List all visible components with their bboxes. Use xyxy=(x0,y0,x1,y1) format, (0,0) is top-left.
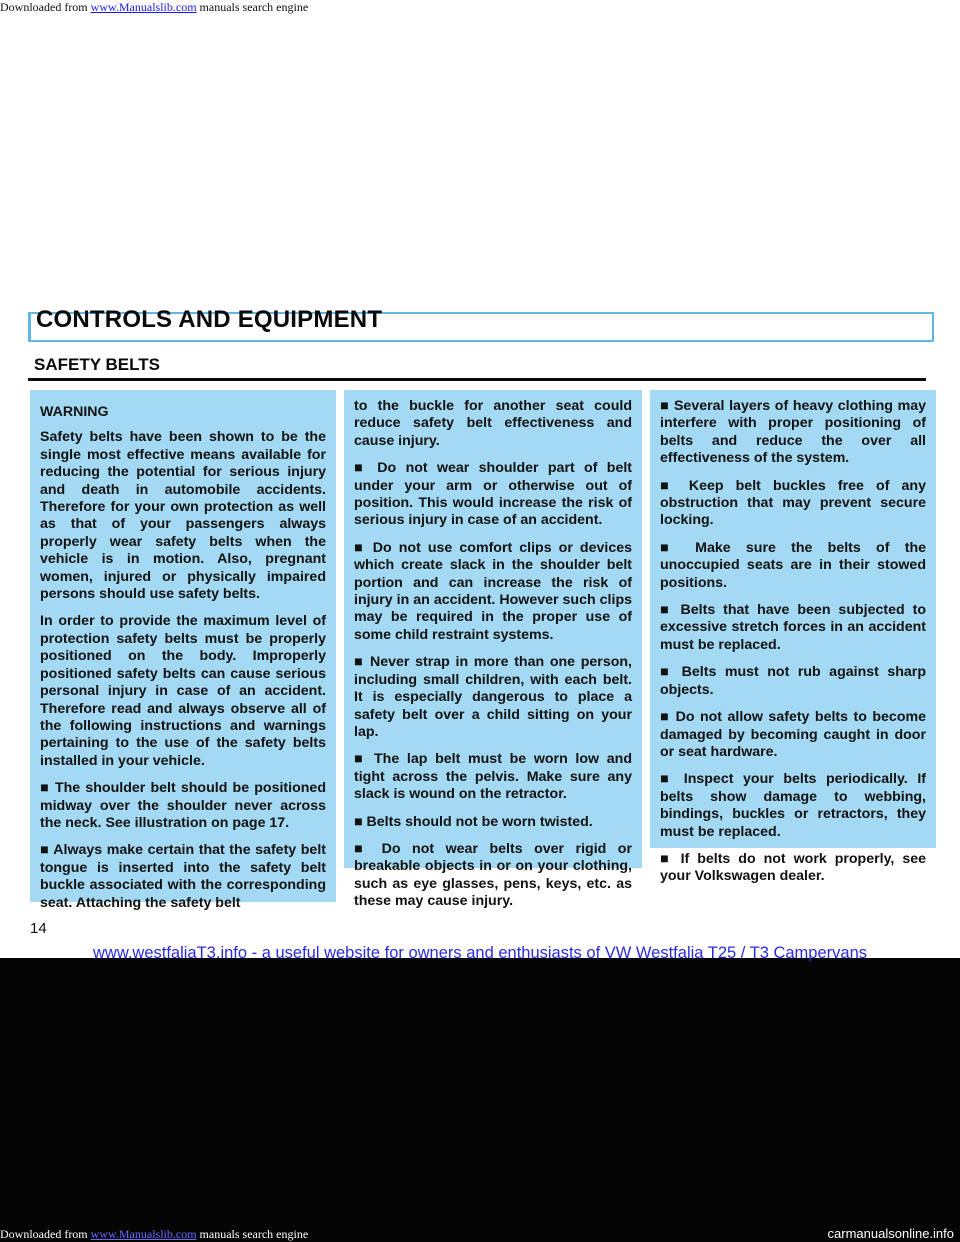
warning-column-3 xyxy=(650,390,936,885)
banner-prefix: Downloaded from xyxy=(0,0,88,14)
paragraph: ■ If belts do not work properly, see your Volkswagen dealer. xyxy=(660,850,926,885)
page-number: 14 xyxy=(30,920,47,937)
paragraph: ■ Inspect your belts periodically. If belts show damage to webbing, bindings, buckles or retractors, they must be replaced. xyxy=(660,771,926,840)
warning-column-1 xyxy=(30,390,336,911)
section-title: SAFETY BELTS xyxy=(34,355,160,374)
bottom-suffix: manuals search engine xyxy=(196,1227,309,1241)
paragraph: ■ The lap belt must be worn low and tight across the pelvis. Make sure any slack is wound on the retractor. xyxy=(354,751,632,803)
paragraph: ■ Make sure the belts of the unoccupied seats are in their stowed positions. xyxy=(660,539,926,591)
paragraph: ■ Do not use comfort clips or devices which create slack in the shoulder belt portion and can increase the risk of injury in an accident. However such clips may be required in the proper use of some child restraint systems. xyxy=(354,539,632,643)
paragraph: ■ Belts must not rub against sharp objects. xyxy=(660,664,926,698)
dark-footer-band xyxy=(0,958,960,1242)
paragraph: Safety belts have been shown to be the single most effective means available for reducing the potential for serious injury and death in automobile accidents. Therefore for your own protection as well as that of your passengers always properly wear safety belts when the vehicle is in motion. Also, pregnant women, injured or physically impaired persons should use safety belts. xyxy=(40,429,326,603)
watermark-site: carmanualsonline.info xyxy=(827,1226,954,1241)
paragraph: ■ Always make certain that the safety belt tongue is inserted into the safety belt buckle associated with the corresponding seat. Attaching the safety belt xyxy=(40,842,326,911)
bottom-download-bar xyxy=(0,1226,960,1242)
paragraph: ■ Keep belt buckles free of any obstruction that may prevent secure locking. xyxy=(660,477,926,529)
bottom-prefix: Downloaded from xyxy=(0,1227,91,1241)
footer-website-note[interactable]: www.westfaliaT3.info - a useful website for owners and enthusiasts of VW Westfalia T25 / T3 Campervans xyxy=(92,944,868,962)
paragraph: In order to provide the maximum level of protection safety belts must be properly positioned on the body. Improperly positioned safety belts can cause serious personal injury in case of an accident. Therefore read and always observe all of the following instructions and warnings pertaining to the use of the safety belts installed in your vehicle. xyxy=(40,613,326,769)
paragraph: ■ Belts should not be worn twisted. xyxy=(354,813,593,830)
paragraph: ■ Do not wear belts over rigid or breakable objects in or on your clothing, such as eye glasses, pens, keys, etc. as these may cause injury. xyxy=(354,840,632,910)
paragraph: ■ Never strap in more than one person, including small children, with each belt. It is especially dangerous to place a safety belt over a child sitting on your lap. xyxy=(354,654,632,740)
warning-column-2 xyxy=(344,390,642,910)
paragraph: ■ Do not wear shoulder part of belt under your arm or otherwise out of position. This would increase the risk of serious injury in case of an accident. xyxy=(354,460,632,529)
section-rule xyxy=(28,378,926,381)
paragraph: ■ Belts that have been subjected to excessive stretch forces in an accident must be replaced. xyxy=(660,602,926,653)
banner-link[interactable]: www.Manualslib.com xyxy=(90,0,197,14)
chapter-title: CONTROLS AND EQUIPMENT xyxy=(36,306,383,333)
paragraph: to the buckle for another seat could reduce safety belt effectiveness and cause injury. xyxy=(354,398,632,449)
paragraph: ■ Do not allow safety belts to become damaged by becoming caught in door or seat hardware. xyxy=(660,709,926,760)
top-download-banner xyxy=(0,0,960,14)
banner-suffix: manuals search engine xyxy=(199,0,309,14)
warning-label: WARNING xyxy=(40,404,109,420)
bottom-link[interactable]: www.Manualslib.com xyxy=(90,1227,197,1241)
paragraph: ■ The shoulder belt should be positioned midway over the shoulder never across the neck. See illustration on page 17. xyxy=(40,780,326,831)
paragraph: ■ Several layers of heavy clothing may interfere with proper positioning of belts and reduce the over all effectiveness of the system. xyxy=(660,398,926,467)
